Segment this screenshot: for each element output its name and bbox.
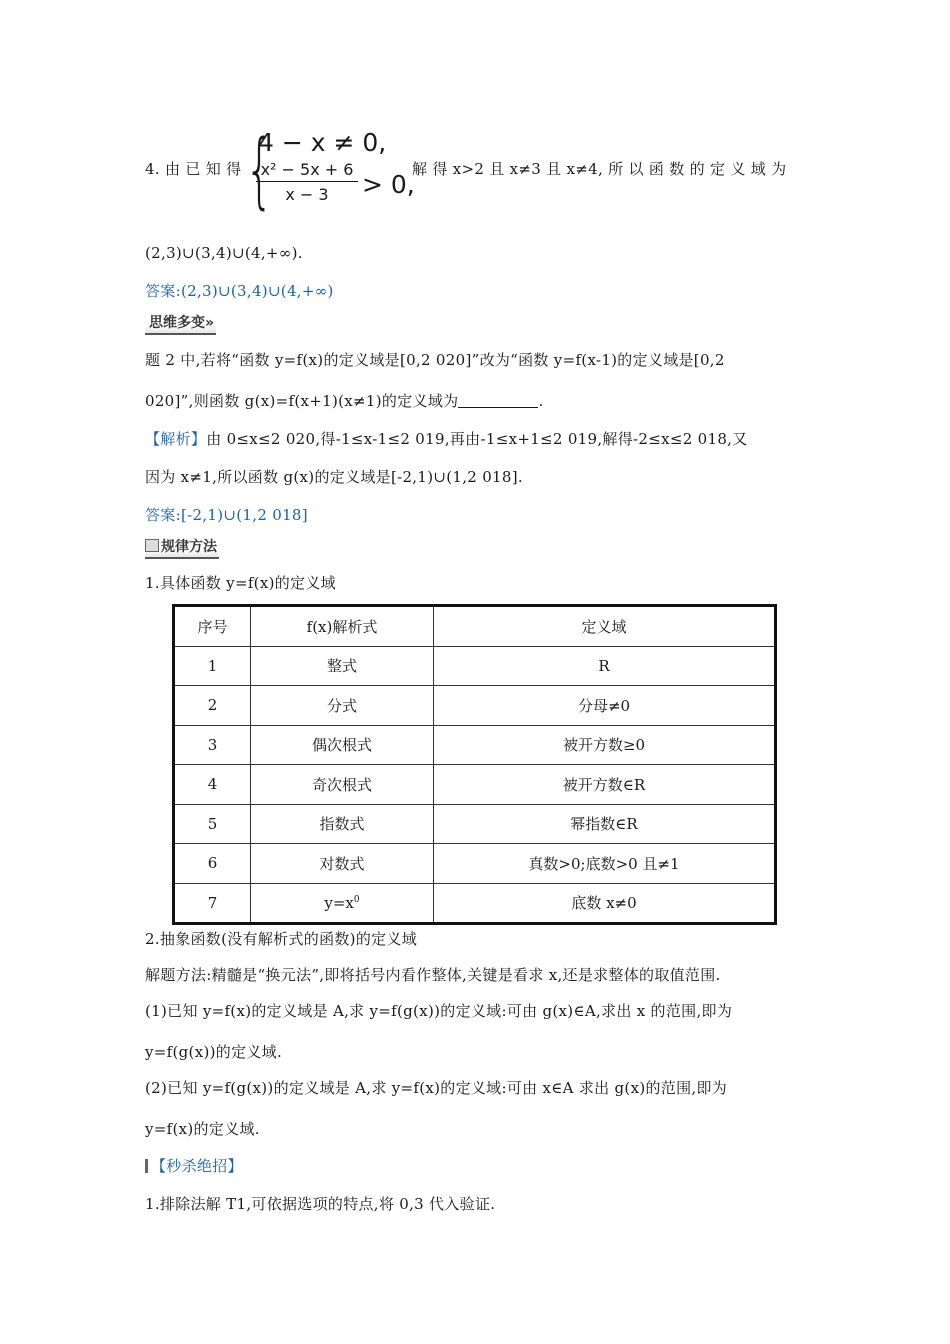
- table-header-row: [174, 606, 776, 647]
- table-header: 序号: [174, 606, 251, 647]
- analysis-tag: 【解析】: [145, 430, 207, 448]
- table-cell: 指数式: [251, 804, 434, 844]
- item4-answer: 答案:(2,3)∪(3,4)∪(4,+∞): [145, 282, 334, 300]
- book-icon: [145, 539, 159, 552]
- table-cell: 整式: [251, 646, 434, 686]
- method-paragraph1: 解题方法:精髓是“换元法”,即将括号内看作整体,关键是看求 x,还是求整体的取值范围.: [145, 966, 721, 984]
- table-row: [174, 844, 776, 884]
- method-tag: 规律方法: [145, 536, 219, 559]
- table-cell: $y=x^0$: [251, 883, 434, 924]
- table-cell: 底数 x≠0: [434, 883, 776, 924]
- table-row: [174, 725, 776, 765]
- analysis-line1: 【解析】由 0≤x≤2 020,得-1≤x-1≤2 019,再由-1≤x+1≤2 019,解得-2≤x≤2 018,又: [145, 430, 748, 448]
- table-cell: R: [434, 646, 776, 686]
- item4-result: (2,3)∪(3,4)∪(4,+∞).: [145, 244, 303, 262]
- method-heading1: 1.具体函数 y=f(x)的定义域: [145, 574, 336, 592]
- method-paragraph2-line2: y=f(g(x))的定义域.: [145, 1043, 283, 1061]
- item4-suffix: 解 得 x>2 且 x≠3 且 x≠4, 所 以 函 数 的 定 义 域 为: [412, 160, 787, 178]
- table-cell: 5: [174, 804, 251, 844]
- table-header: f(x)解析式: [251, 606, 434, 647]
- system-equation-1: 4 − x ≠ 0,: [258, 128, 387, 157]
- item4-prefix: 4. 由 已 知 得: [145, 160, 242, 178]
- table-row: [174, 804, 776, 844]
- system-inequality-tail: > 0,: [362, 170, 415, 199]
- system-fraction: [256, 160, 358, 204]
- table-cell: 幂指数∈R: [434, 804, 776, 844]
- fraction-denominator: x − 3: [285, 185, 329, 204]
- table-cell: 真数>0;底数>0 且≠1: [434, 844, 776, 884]
- domain-rules-table: [172, 604, 777, 925]
- table-cell: 1: [174, 646, 251, 686]
- brace-symbol: {: [245, 123, 274, 218]
- table-cell: 分式: [251, 686, 434, 726]
- method-paragraph3-line2: y=f(x)的定义域.: [145, 1120, 260, 1138]
- trick-tag: 【秒杀绝招】: [145, 1155, 243, 1176]
- analysis-line2: 因为 x≠1,所以函数 g(x)的定义域是[-2,1)∪(1,2 018].: [145, 468, 523, 486]
- fraction-numerator: x² − 5x + 6: [256, 160, 358, 182]
- table-cell: 6: [174, 844, 251, 884]
- answer-blank: [458, 393, 538, 408]
- table-cell: 偶次根式: [251, 725, 434, 765]
- table-cell: 3: [174, 725, 251, 765]
- method-heading2: 2.抽象函数(没有解析式的函数)的定义域: [145, 930, 418, 948]
- table-cell: 奇次根式: [251, 765, 434, 805]
- table-cell: 被开方数∈R: [434, 765, 776, 805]
- bar-icon: [145, 1159, 148, 1173]
- variation-tag: 思维多变»: [145, 312, 216, 335]
- table-row: [174, 883, 776, 924]
- table-row: [174, 765, 776, 805]
- table-cell: 对数式: [251, 844, 434, 884]
- table-row: [174, 686, 776, 726]
- variation-question-line1: 题 2 中,若将“函数 y=f(x)的定义域是[0,2 020]”改为“函数 y=f(x-1)的定义域是[0,2: [145, 351, 725, 369]
- method-paragraph3-line1: (2)已知 y=f(g(x))的定义域是 A,求 y=f(x)的定义域:可由 x∈A 求出 g(x)的范围,即为: [145, 1079, 728, 1097]
- table-cell: 被开方数≥0: [434, 725, 776, 765]
- table-cell: 2: [174, 686, 251, 726]
- table-cell: 7: [174, 883, 251, 924]
- variation-answer: 答案:[-2,1)∪(1,2 018]: [145, 506, 308, 524]
- table-header: 定义域: [434, 606, 776, 647]
- table-cell: 分母≠0: [434, 686, 776, 726]
- table-row: [174, 646, 776, 686]
- trick-line1: 1.排除法解 T1,可依据选项的特点,将 0,3 代入验证.: [145, 1195, 496, 1213]
- method-paragraph2-line1: (1)已知 y=f(x)的定义域是 A,求 y=f(g(x))的定义域:可由 g(x)∈A,求出 x 的范围,即为: [145, 1002, 733, 1020]
- table-cell: 4: [174, 765, 251, 805]
- variation-question-line2: 020]”,则函数 g(x)=f(x+1)(x≠1)的定义域为 .: [145, 392, 544, 410]
